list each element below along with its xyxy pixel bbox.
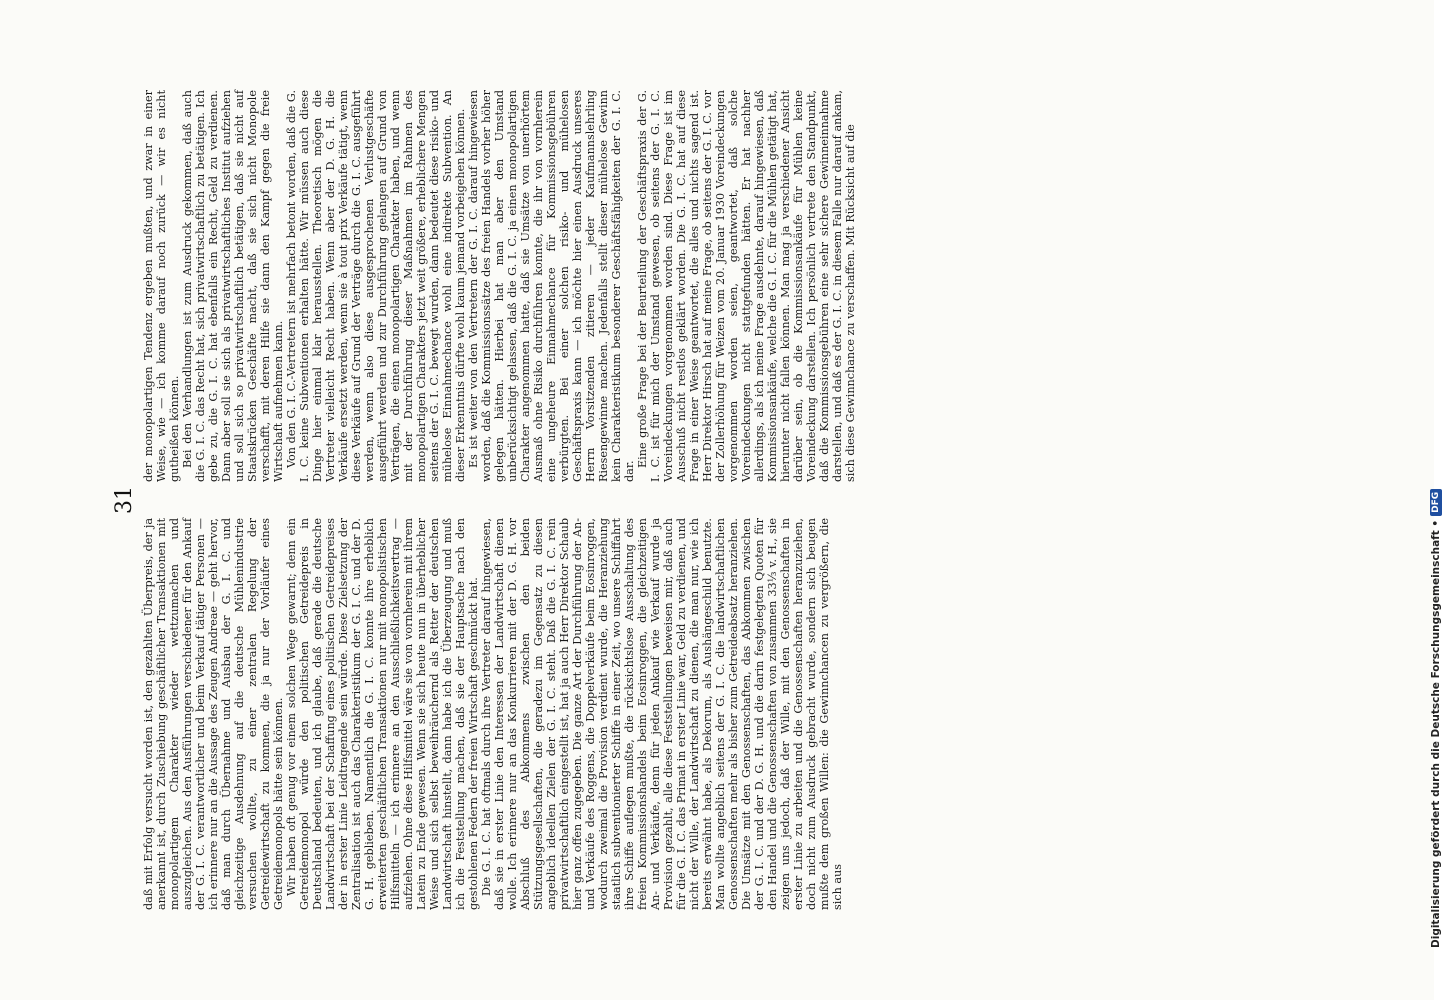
paragraph: Von den G. I. C.-Vertretern ist mehrfach betont worden, daß die G. I. C. keine Subventionen erhalten hätte. Wir müssen auch diese Dinge hier einmal klar herausstellen. Theoretisch mögen die Vertreter vielleicht Recht haben. Wenn aber der D. G. H. die Verkäufe ersetzt werden, wenn sie à tout prix Verkäufe tätigt, wenn diese Verkäufe auf Grund der Verträge durch die G. I. C. ausgeführt werden, wenn also diese ausgesprochenen Verlustgeschäfte ausgeführt werden und zur Durchführung gelangen auf Grund von Verträgen, die einen monopolartigen Charakter haben, und wenn mit der Durchführung dieser Maßnahmen im Rahmen des monopolartigen Charakters jetzt weit größere, erheblichere Mengen seitens der G. I. C. bewegt wurden, dann bedeutet diese risiko- und mühelose Einnahmechance wohl eine indirekte Subvention. An dieser Erkenntnis dürfte wohl kaum jemand vorbeigehen können. <box>285 90 467 482</box>
page-number: 31 <box>112 486 137 514</box>
paragraph: Eine große Frage bei der Beurteilung der Geschäftspraxis der G. I. C. ist für mich der Umstand gewesen, ob seitens der G. I. C. Voreindeckungen vorgenommen worden sind. Diese Frage ist im Ausschuß nicht restlos geklärt worden. Die G. I. C. hat auf diese Frage in einer Weise geantwortet, die alles und nichts sagend ist. Herr Direktor Hirsch hat auf meine Frage, ob seitens der G. I. C. vor der Zollerhöhung für Weizen vom 20. Januar 1930 Voreindeckungen vorgenommen worden seien, geantwortet, daß solche Voreindeckungen nicht stattgefunden hätten. Er hat nachher allerdings, als ich meine Frage ausdehnte, darauf hingewiesen, daß Kommissionsankäufe, welche die G. I. C. für die Mühlen getätigt hat, hierunter nicht fallen können. Man mag ja verschiedener Ansicht darüber sein, ob die Kommissionsankäufe für Mühlen keine Voreindeckung darstellen. Ich persönlich vertrete den Standpunkt, daß die Kommissionsgebühren eine sehr sichere Gewinneinnahme darstellen, und daß es der G. I. C. in diesem Falle nur darauf ankam, sich diese Gewinnchance zu verschaffen. Mit Rücksicht auf die <box>636 90 857 482</box>
rotated-page-content <box>108 90 1308 910</box>
credit-text: Digitalisierung gefördert durch die Deutsche Forschungsgemeinschaft • <box>1430 519 1442 948</box>
text-column-left <box>142 518 844 910</box>
paragraph: Es ist weiter von den Vertretern der G. I. C. darauf hingewiesen worden, daß die Kommissionssätze des freien Handels vorher höher gelegen hätten. Hierbei hat man aber den Umstand unberücksichtigt gelassen, daß die G. I. C. ja einen monopolartigen Charakter angenommen hatte, daß sie Umsätze von unerhörtem Ausmaß ohne Risiko durchführen konnte, die ihr von vornherein eine ungeheure Einnahmechance für Kommissionsgebühren verbürgten. Bei einer solchen risiko- und mühelosen Geschäftspraxis kann — ich möchte hier einen Ausdruck unseres Herrn Vorsitzenden zitieren — jeder Kaufmannslehrling Riesengewinne machen. Jedenfalls stellt dieser mühelose Gewinn kein Charakteristikum besonderer Geschäftsfähigkeiten der G. I. C. dar. <box>467 90 636 482</box>
digitization-credit <box>1426 0 1446 948</box>
paragraph: Die G. I. C. hat oftmals durch ihre Vertreter darauf hingewiesen, daß sie in erster Linie den Interessen der Landwirtschaft dienen wolle. Ich erinnere nur an das Konkurrieren mit der D. G. H. vor Abschluß des Abkommens zwischen den beiden Stützungsgesellschaften, die geradezu im Gegensatz zu diesen angeblich ideellen Zielen der G. I. C. steht. Daß die G. I. C. rein privatwirtschaftlich eingestellt ist, hat ja auch Herr Direktor Schaub hier ganz offen zugegeben. Die ganze Art der Durchführung der An- und Verkäufe des Roggens, die Doppelverkäufe beim Eosinroggen, wodurch zweimal die Provision verdient wurde, die Heranziehung staatlich subventionierter Schiffe in einer Zeit, wo unsere Schiffahrt ihre Schiffe auflegen mußte, die rücksichtslose Ausschaltung des freien Kommissionshandels beim Eosinroggen, die gleichzeitigen An- und Verkäufe, denn für jeden Ankauf wie Verkauf wurde ja Provision gezahlt, alle diese Feststellungen beweisen mir, daß auch für die G. I. C. das Primat in erster Linie war, Geld zu verdienen, und nicht der Wille, der Landwirtschaft zu dienen, die man nur, wie ich bereits erwähnt habe, als Dekorum, als Aushängeschild benutzte. Man wollte angeblich seitens der G. I. C. die landwirtschaftlichen Genossenschaften mehr als bisher zum Getreideabsatz heranziehen. Die Umsätze mit den Genossenschaften, das Abkommen zwischen der G. I. C. und der D. G. H. und die darin festgelegten Quoten für den Handel und die Genossenschaften von zusammen 33⅓ v. H., sie zeigen uns jedoch, daß der Wille, mit den Genossenschaften in erster Linie zu arbeiten und die Genossenschaften heranzuziehen, doch nicht zum Ausdruck gebracht wurde, sondern sich beugen mußte dem großen Willen: die Gewinnchancen zu vergrößern, die sich aus <box>480 518 844 910</box>
paragraph: der monopolartigen Tendenz ergeben mußten, und zwar in einer Weise, wie — ich komme darauf noch zurück — wir es nicht gutheißen können. <box>142 90 181 482</box>
text-column-right <box>142 90 857 482</box>
paragraph: daß mit Erfolg versucht worden ist, den gezahlten Überpreis, der ja anerkannt ist, durch Zuschiebung geschäftlicher Transaktionen mit monopolartigem Charakter wieder wettzumachen und auszugleichen. Aus den Ausführungen verschiedener für den Ankauf der G. I. C. verantwortlicher und beim Verkauf tätiger Personen — ich erinnere nur an die Aussage des Zeugen Andreae — geht hervor, daß man durch Übernahme und Ausbau der G. I. C. und gleichzeitige Ausdehnung auf die deutsche Mühlenindustrie versuchen wollte, zu einer zentralen Regelung der Getreidewirtschaft zu kommen, die ja nur der Vorläufer eines Getreidemonopols hätte sein können. <box>142 518 285 910</box>
paragraph: Bei den Verhandlungen ist zum Ausdruck gekommen, daß auch die G. I. C. das Recht hat, sich privatwirtschaftlich zu betätigen. Ich gebe zu, die G. I. C. hat ebenfalls ein Recht, Geld zu verdienen. Dann aber soll sie sich als privatwirtschaftliches Institut aufziehen und soll sich so privatwirtschaftlich betätigen, daß sie nicht auf Staatskrücken Geschäfte macht, daß sie sich nicht Monopole verschafft, mit deren Hilfe sie dann den Kampf gegen die freie Wirtschaft aufnehmen kann. <box>181 90 285 482</box>
paragraph: Wir haben oft genug vor einem solchen Wege gewarnt; denn ein Getreidemonopol würde den politischen Getreidepreis in Deutschland bedeuten, und ich glaube, daß gerade die deutsche Landwirtschaft bei der Schaffung eines politischen Getreidepreises der in erster Linie Leidtragende sein würde. Diese Zielsetzung der Zentralisation ist auch das Charakteristikum der G. I. C. und der D. G. H. geblieben. Namentlich die G. I. C. konnte ihre erheblich erweiterten geschäftlichen Transaktionen nur mit monopolistischen Hilfsmitteln — ich erinnere an den Ausschließlichkeitsvertrag — aufziehen. Ohne diese Hilfsmittel wäre sie von vornherein mit ihrem Latein zu Ende gewesen. Wenn sie sich heute nun in überheblicher Weise und sich selbst beweihräuchernd als Retter der deutschen Landwirtschaft hinstellt, dann habe ich die Überzeugung und muß ich die Feststellung machen, daß sie der Hauptsache nach den gestohlenen Federn der freien Wirtschaft geschmückt hat. <box>285 518 480 910</box>
dfg-logo: DFG <box>1430 489 1442 516</box>
